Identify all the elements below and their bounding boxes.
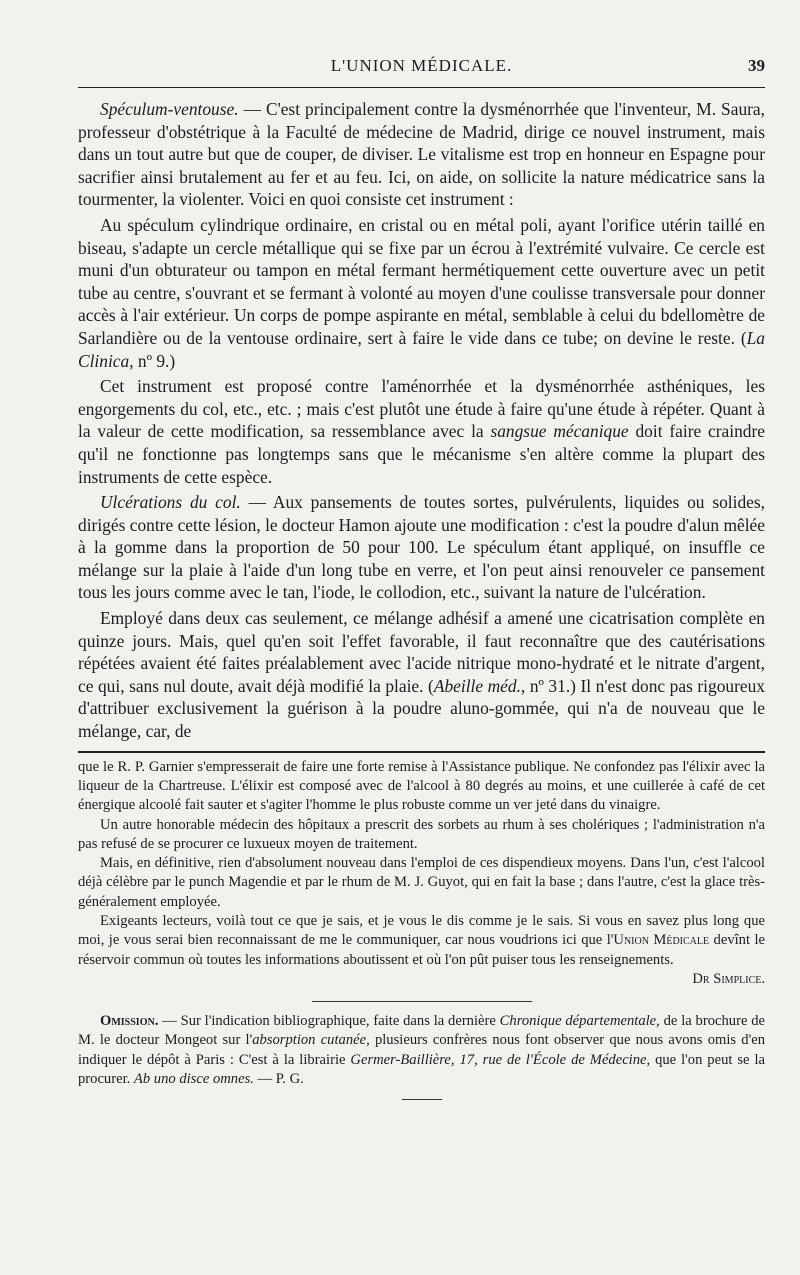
paragraph-ulcerations: Ulcérations du col. — Aux pansements de toutes sortes, pulvérulents, liquides ou solides, dirigés contre cette lésion, le docteur Hamon ajoute une modification : c'est la poudre d'alun mêlée à la gomme dans la proportion de 50 pour 100. Le spéculum étant appliqué, on insuffle ce mélange sur la plaie à l'aide d'un long tube en verre, et l'on peut ainsi renouveler ce pansement tous les jours comme avec le tan, l'iode, le collodion, etc., suivant la nature de l'ulcération.	[78, 492, 765, 603]
source-citation-abeille: Abeille méd.,	[433, 675, 526, 696]
page-number: 39	[748, 56, 765, 75]
source-citation: La Clinica,	[78, 327, 765, 371]
signature: Dr Simplice.	[692, 970, 765, 987]
footnote-paragraph: Exigeants lecteurs, voilà tout ce que je sais, et je vous le dis comme je le sais. Si vous en savez plus long que moi, je vous serai bien reconnaissant de me le communiquer, car nous voudrions ici que l'Union Médicale devînt le réservoir commun où toutes les informations aboutissent et où l'on pût puiser tous les renseignements.	[78, 913, 765, 968]
section-title-speculum: Spéculum-ventouse.	[100, 99, 239, 119]
paragraph-speculum: Spéculum-ventouse. — C'est principalement contre la dysménorrhée que l'inventeur, M. Saura, professeur d'obstétrique à la Faculté de médecine de Madrid, dirige ce nouvel instrument, mais dans un tout autre but que de couper, de diviser. Le vitalisme est trop en honneur en Espagne pour sacrifier ainsi brutalement au fer et au feu. Ici, on aide, on sollicite la nature médicatrice sans la tourmenter, la violenter. Voici en quoi consiste cet instrument :	[78, 99, 765, 210]
header-rule	[78, 87, 765, 88]
footnote-paragraph: que le R. P. Garnier s'empresserait de faire une forte remise à l'Assistance publique. Ne confondez pas l'élixir avec la liqueur de la Chartreuse. L'élixir est composé avec de l'alcool à 80 degrés au moins, et une cuillerée à café de cet énergique alcoolé fait sauter et s'agiter l'homme le plus robuste comme un ver jeté dans du vinaigre.	[78, 758, 765, 814]
paragraph-critique: Cet instrument est proposé contre l'aménorrhée et la dysménorrhée asthéniques, les engorgements du col, etc., etc. ; mais c'est plutôt une étude à faire qu'une étude à répéter. Quant à la valeur de cette modification, sa ressemblance avec la sangsue mécanique doit faire craindre qu'il ne fonctionne pas longtemps sans que le mécanisme s'en altère comme la plupart des instruments de cette espèce.	[78, 376, 766, 487]
running-title: L'UNION MÉDICALE.	[330, 56, 513, 75]
section-rule	[312, 1001, 532, 1002]
footnote-paragraph: Mais, en définitive, rien d'absolument nouveau dans l'emploi de ces dispendieux moyens. Dans l'un, c'est l'alcool déjà célèbre par le punch Magendie et par le rhum de M. J. Guyot, qui en fait la base ; dans l'autre, c'est la glace très-généralement employée.	[78, 855, 765, 910]
article-body	[78, 98, 765, 1100]
journal-name: Union Médicale	[613, 932, 710, 949]
feuilleton	[78, 758, 765, 1101]
omission-label: Omission.	[100, 1013, 159, 1030]
paragraph-employe: Employé dans deux cas seulement, ce mélange adhésif a amené une cicatrisation complète en quinze jours. Mais, quel qu'en soit l'effet favorable, il faut reconnaître que des cautérisations répétées avaient été faites préalablement avec l'acide nitrique mono-hydraté et le nitrate d'argent, ce qui, sans nul doute, avait déjà modifié la plaie. (Abeille méd., nº 31.) Il n'est donc pas rigoureux d'attribuer exclusivement la guérison à la poudre aluno-gommée, qui n'a de nouveau que le mélange, car, de	[78, 608, 765, 742]
running-header	[78, 52, 765, 82]
section-title-ulcerations: Ulcérations du col.	[100, 492, 241, 513]
term-sangsue: sangsue mécanique	[490, 421, 629, 442]
paragraph-description: Au spéculum cylindrique ordinaire, en cristal ou en métal poli, ayant l'orifice utérin taillé en biseau, s'adapte un cercle métallique qui se fixe par un écrou à l'extrémité vulvaire. Ce cercle est muni d'un obturateur ou tampon en métal fermant hermétiquement cette ouverture avec un petit tube au centre, s'ouvrant et se fermant à volonté au moyen d'une coulisse transversale pour donner accès à l'air extérieur. Un corps de pompe aspirante en métal, semblable à celui du bdellomètre de Sarlandière ou de la ventouse ordinaire, sert à faire le vide dans ce tube; on devine le reste. (La Clinica, nº 9.)	[78, 214, 765, 371]
end-rule	[402, 1099, 442, 1100]
footnote-rule	[78, 751, 765, 753]
omission-note: Omission. — Sur l'indication bibliographique, faite dans la dernière Chronique départementale, de la brochure de M. le docteur Mongeot sur l'absorption cutanée, plusieurs confrères nous font observer que nous avons omis d'en indiquer le dépôt à Paris : C'est à la librairie Germer-Baillière, 17, rue de l'École de Médecine, que l'on peut se la procurer. Ab uno disce omnes. — P. G.	[78, 1013, 766, 1088]
footnote-paragraph: Un autre honorable médecin des hôpitaux a prescrit des sorbets au rhum à ses cholériques ; l'administration n'a pas refusé de se procurer ce luxueux moyen de traitement.	[78, 816, 765, 852]
page	[78, 52, 766, 1088]
